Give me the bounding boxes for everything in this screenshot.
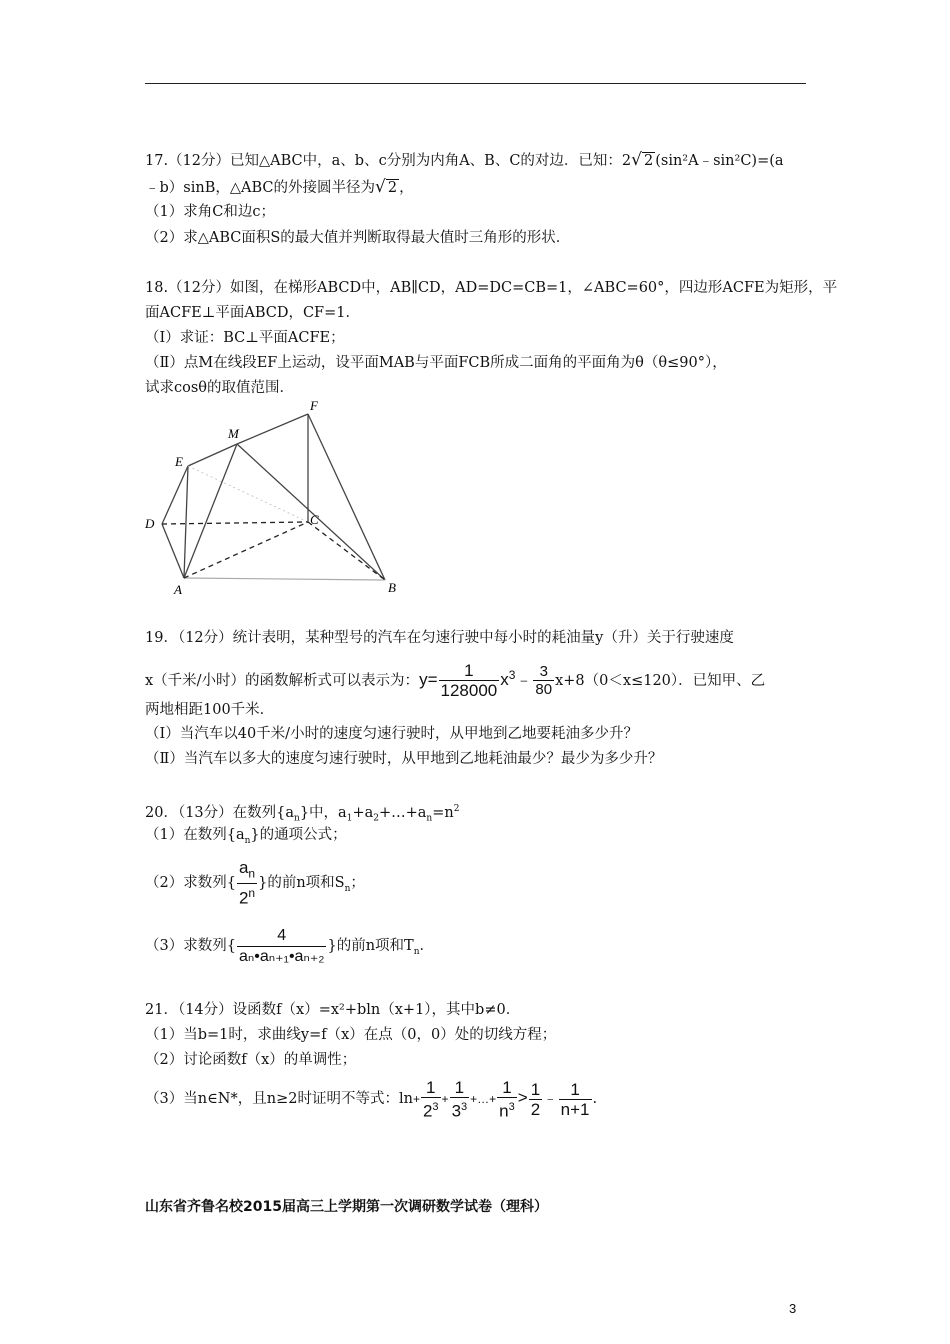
problem-18-part-2-line-2: 试求cosθ的取值范围． — [145, 380, 295, 396]
fraction-1-over-2-cubed: $\frac{1}{2^3}$ — [422, 1077, 439, 1121]
fraction-1-over-n-plus-1: $\frac{1}{n+1}$ — [560, 1079, 590, 1119]
label-C: C — [310, 512, 319, 527]
problem-20-line-1: 20．（13分）在数列$\{a_n\}$中，$a_1+a_2+\dots+a_n=n^2$ — [145, 804, 460, 824]
problem-19-line-1: 19．（12分）统计表明，某种型号的汽车在匀速行驶中每小时的耗油量y（升）关于行驶速度 — [145, 630, 734, 646]
edge-C-B — [308, 522, 385, 580]
edge-D-C — [162, 522, 308, 524]
label-B: B — [388, 580, 396, 595]
problem-21-line-1: 21．（14分）设函数f（x）=x²+bln（x+1），其中b≠0． — [145, 1002, 521, 1018]
geometry-figure — [140, 398, 410, 600]
edge-F-B — [308, 414, 385, 580]
label-A: A — [174, 582, 182, 597]
document-footer-title: 山东省齐鲁名校2015届高三上学期第一次调研数学试卷（理科） — [145, 1199, 548, 1215]
fraction-an-over-2n: $\frac{a_n}{2^n}$ — [238, 857, 256, 909]
fraction-one-half: $\frac{1}{2}$ — [530, 1079, 541, 1119]
edge-M-F — [237, 414, 308, 444]
problem-19-line-2: x（千米/小时）的函数解析式可以表示为：y= $\frac{1}{128000}$ $x^3﹣$ $\frac{3}{80}$ x+8（0＜x≤120）．已知甲、乙 — [145, 661, 766, 701]
fraction-1-over-n-cubed: $\frac{1}{n^3}$ — [499, 1077, 515, 1121]
problem-18-part-1: （Ⅰ）求证：BC⊥平面ACFE； — [145, 330, 345, 346]
fraction-1-over-3-cubed: $\frac{1}{3^3}$ — [451, 1077, 468, 1121]
problem-18-line-2: 面ACFE⊥平面ABCD，CF=1． — [145, 305, 360, 321]
problem-19-part-1: （Ⅰ）当汽车以40千米/小时的速度匀速行驶时，从甲地到乙地要耗油多少升？ — [145, 726, 639, 742]
problem-20-part-3: （3）求数列{ $\frac{4}{\text{aₙ•aₙ₊₁•aₙ₊₂}}$ }的前n项和$T_n$． — [145, 926, 435, 965]
problem-17-part-1: （1）求角C和边c； — [145, 204, 275, 220]
fraction-4-over-product: $\frac{4}{\text{aₙ•aₙ₊₁•aₙ₊₂}}$ — [238, 926, 325, 965]
edge-D-A — [162, 524, 184, 578]
problem-21-part-3: （3）当n∈N*，且n≥2时证明不等式：ln+ $\frac{1}{2^3}$ + $\frac{1}{3^3}$ +…+ $\frac{1}{n^3}$ > $\frac{1}{2}$ ﹣ $\frac{1}{n+1}$ . — [145, 1077, 598, 1121]
problem-20-part-1: （1）在数列$\{a_n\}$的通项公式； — [145, 827, 347, 846]
problem-21-part-1: （1）当b=1时，求曲线y=f（x）在点（0，0）处的切线方程； — [145, 1027, 557, 1043]
edge-A-B — [184, 578, 385, 580]
problem-17-line-2: ﹣b）sinB，△ABC的外接圆半径为√ 2 ， — [145, 177, 414, 197]
header-rule — [145, 83, 806, 84]
problem-19-part-2: （Ⅱ）当汽车以多大的速度匀速行驶时，从甲地到乙地耗油最少？最少为多少升？ — [145, 751, 663, 767]
problem-21-part-2: （2）讨论函数f（x）的单调性； — [145, 1052, 357, 1068]
fraction-1-over-128000: $\frac{1}{128000}$ — [440, 661, 498, 701]
edge-E-D — [162, 466, 188, 524]
label-E: E — [175, 454, 183, 469]
problem-18-line-1: 18.（12分）如图，在梯形ABCD中，AB∥CD，AD=DC=CB=1，∠ABC=60°，四边形ACFE为矩形，平 — [145, 280, 838, 296]
problem-17-line-1: 17.（12分）已知△ABC中，a、b、c分别为内角A、B、C的对边．已知：2√ 2 (sin²A﹣sin²C)=(a — [145, 150, 784, 170]
page-number: 3 — [789, 1301, 797, 1316]
label-F: F — [310, 398, 318, 413]
edge-E-C-faint — [188, 466, 308, 522]
label-M: M — [228, 426, 239, 441]
problem-18-part-2-line-1: （Ⅱ）点M在线段EF上运动，设平面MAB与平面FCB所成二面角的平面角为θ（θ≤90°）， — [145, 355, 727, 371]
problem-17-part-2: （2）求△ABC面积S的最大值并判断取得最大值时三角形的形状． — [145, 230, 571, 246]
fraction-3-over-80: $\frac{3}{80}$ — [535, 663, 553, 699]
problem-20-part-2: （2）求数列{ $\frac{a_n}{2^n}$ }的前n项和$S_n$； — [145, 857, 365, 909]
problem-19-line-3: 两地相距100千米． — [145, 702, 275, 718]
edge-E-A — [184, 466, 188, 578]
label-D: D — [145, 516, 155, 531]
